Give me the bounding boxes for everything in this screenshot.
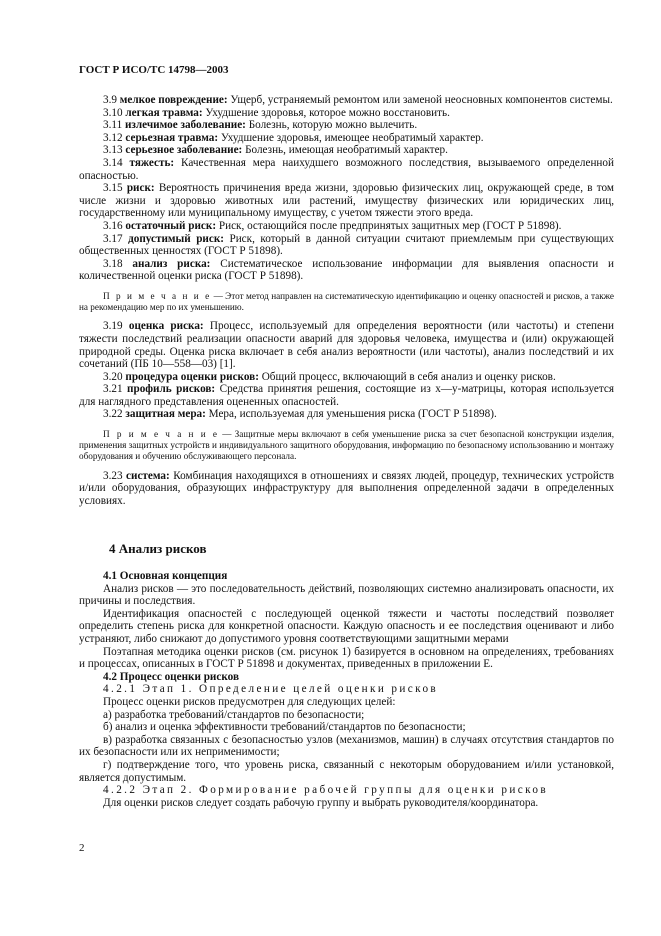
definition-term: допустимый риск: xyxy=(128,232,224,245)
step-2-text: Для оценки рисков следует создать рабочую группу и выбрать руководителя/координатора. xyxy=(103,796,539,809)
definition-text: Качественная мера наихудшего возможного последствия, вызываемого определенной опасностью. xyxy=(79,156,614,182)
definition-item xyxy=(79,220,614,233)
note-2 xyxy=(79,429,614,463)
step-2-title: 4.2.2 Этап 2. Формирование рабочей группы для оценки рисков xyxy=(103,784,549,797)
definition-number: 3.12 xyxy=(103,131,123,144)
definitions-group-c xyxy=(79,470,614,508)
definition-term: остаточный риск: xyxy=(125,219,217,232)
definition-text: Общий процесс, включающий в себя анализ и оценку рисков. xyxy=(258,370,556,383)
definition-number: 3.11 xyxy=(103,119,123,132)
list-item: б) анализ и оценка эффективности требований/стандартов по безопасности; xyxy=(103,721,466,734)
definition-item xyxy=(79,258,614,283)
step-1-title: 4.2.1 Этап 1. Определение целей оценки рисков xyxy=(103,683,439,696)
paragraph-4-1-c: Поэтапная методика оценки рисков (см. рисунок 1) базируется в основном на определениях, требованиях и процессах, описанных в ГОСТ Р 51898 и документах, приведенных в приложении Е. xyxy=(79,645,614,671)
definitions-group-a xyxy=(79,94,614,283)
definition-text: Риск, остающийся после предпринятых защитных мер (ГОСТ Р 51898). xyxy=(216,219,562,232)
definition-text: Систематическое использование информации для выявления опасности и количественной оценки риска (ГОСТ Р 51898). xyxy=(79,257,615,283)
definition-term: оценка риска: xyxy=(128,320,204,333)
subsection-4-1-title: 4.1 Основная концепция xyxy=(103,570,228,583)
definition-term: тяжесть: xyxy=(129,156,175,169)
definition-text: Риск, который в данной ситуации считают приемлемым при существующих общественных ценностях (ГОСТ Р 51898). xyxy=(79,232,614,258)
definition-term: серьезная травма: xyxy=(125,131,219,144)
definition-number: 3.18 xyxy=(103,257,123,270)
definition-item xyxy=(79,94,614,107)
subsection-4-2-title: 4.2 Процесс оценки рисков xyxy=(103,670,240,683)
paragraph-4-1-a: Анализ рисков — это последовательность действий, позволяющих системно анализировать опасности, их причины и последствия. xyxy=(79,582,614,608)
note-2-label: П р и м е ч а н и е xyxy=(103,429,219,440)
definition-number: 3.21 xyxy=(103,383,123,396)
definition-item xyxy=(79,383,614,408)
definition-item xyxy=(79,157,614,182)
definition-term: легкая травма: xyxy=(125,106,203,119)
definition-text: Ухудшение здоровья, которое можно восстановить. xyxy=(202,106,450,119)
definition-term: анализ риска: xyxy=(132,257,211,270)
definition-text: Комбинация находящихся в отношениях и связях людей, процедур, технических устройств и/или оборудования, образующих инфраструктуру для выполнения определенной задачи в определенных условиях. xyxy=(79,469,615,507)
definition-term: система: xyxy=(126,469,170,482)
definition-number: 3.15 xyxy=(103,182,123,195)
definition-item xyxy=(79,119,614,132)
definitions-group-b xyxy=(79,320,614,421)
list-item: г) подтверждение того, что уровень риска, связанный с некоторым оборудованием и/или установкой, является допустимым. xyxy=(79,758,614,784)
note-1-text: — Этот метод направлен на систематическую идентификацию и оценку опасностей и рисков, а также на рекомендацию мер по их уменьшению. xyxy=(79,290,614,313)
definition-item xyxy=(79,132,614,145)
definition-item xyxy=(79,320,614,370)
definition-text: Болезнь, которую можно вылечить. xyxy=(245,119,418,132)
page-number: 2 xyxy=(79,842,85,854)
definition-item xyxy=(79,107,614,120)
definition-number: 3.19 xyxy=(103,320,123,333)
definition-item xyxy=(79,182,614,220)
definition-number: 3.16 xyxy=(103,219,123,232)
definition-text: Средства принятия решения, состоящие из x—y-матрицы, которая используется для наглядного представления оцененных опасностей. xyxy=(79,383,615,408)
definition-number: 3.14 xyxy=(103,156,123,169)
paragraph-4-1-b: Идентификация опасностей с последующей оценкой тяжести и частоты последствий позволяет определить степень риска для конкретной опасности. Каждую опасность и ее последствия оценивают и либо устраняют, либо снижают до допустимого уровня соответствующими защитными мерами xyxy=(79,607,614,646)
definition-text: Ухудшение здоровья, имеющее необратимый характер. xyxy=(218,131,484,144)
definition-number: 3.22 xyxy=(103,408,123,421)
list-item: в) разработка связанных с безопасностью узлов (механизмов, машин) в случаях отсутствия стандартов по их безопасности или их неприменимости; xyxy=(79,733,614,759)
note-1 xyxy=(79,291,614,313)
definition-term: излечимое заболевание: xyxy=(124,119,246,132)
note-2-text: — Защитные меры включают в себя уменьшение риска за счет безопасной конструкции изделия, применения защитных устройств и индивидуального защитного оборудования, информацию по безопасному использованию и монтажу оборудования и обучению обслуживающего персонала. xyxy=(79,429,615,462)
definition-text: Вероятность причинения вреда жизни, здоровью физических лиц, окружающей среде, в том числе жизни и здоровью животных или растений, имуществу физических или юридических лиц, государственному или муниципальному имуществу, с учетом тяжести этого вреда. xyxy=(79,182,615,220)
definition-text: Процесс, используемый для определения вероятности (или частоты) и степени тяжести последствий реализации опасности аварий для здоровья человека, имущества и (или) окружающей природной среды. Оценка риска включает в себя анализ вероятности (или частоты), анализ последствий и их сочетаний (ПБ 10—558—03) [1]. xyxy=(79,320,614,371)
definition-number: 3.20 xyxy=(103,370,123,383)
definition-number: 3.13 xyxy=(103,144,123,157)
definition-term: защитная мера: xyxy=(125,408,206,421)
definition-term: серьезное заболевание: xyxy=(125,144,243,157)
definition-number: 3.9 xyxy=(103,94,117,106)
definition-term: профиль рисков: xyxy=(127,383,216,396)
definition-text: Мера, используемая для уменьшения риска (ГОСТ Р 51898). xyxy=(205,408,497,421)
definition-number: 3.10 xyxy=(103,106,123,119)
note-1-label: П р и м е ч а н и е xyxy=(103,290,212,301)
definition-item xyxy=(79,233,614,258)
step-1-intro: Процесс оценки рисков предусмотрен для следующих целей: xyxy=(103,695,396,708)
definition-term: процедура оценки рисков: xyxy=(125,370,259,383)
definition-number: 3.17 xyxy=(103,232,123,245)
definition-item xyxy=(79,408,614,421)
definition-term: риск: xyxy=(126,182,155,195)
list-item: а) разработка требований/стандартов по безопасности; xyxy=(103,708,365,721)
definition-text: Ущерб, устраняемый ремонтом или заменой неосновных компонентов системы. xyxy=(227,94,613,106)
section-4-title: 4 Анализ рисков xyxy=(109,541,207,557)
standard-header: ГОСТ Р ИСО/ТС 14798—2003 xyxy=(79,64,229,76)
definition-item xyxy=(79,470,614,508)
definition-item xyxy=(79,144,614,157)
definition-item xyxy=(79,371,614,384)
definition-term: мелкое повреждение: xyxy=(119,94,228,106)
definition-number: 3.23 xyxy=(103,469,123,482)
definition-text: Болезнь, имеющая необратимый характер. xyxy=(242,144,448,157)
page-content xyxy=(79,94,614,809)
